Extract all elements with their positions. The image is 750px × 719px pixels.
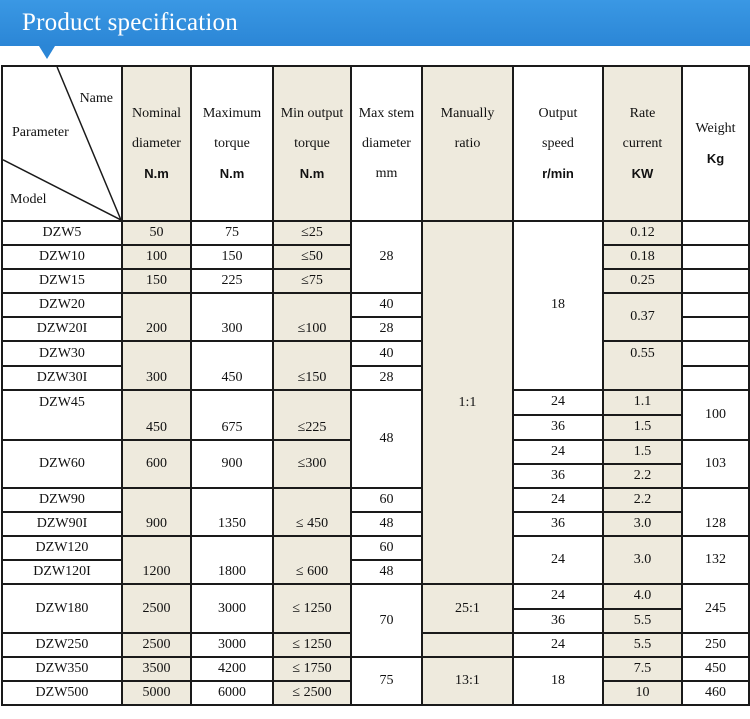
- header-output-speed: Output speed r/min: [513, 66, 603, 221]
- max-torque-cell: 150: [191, 245, 273, 269]
- nominal-cell: 600: [122, 440, 191, 488]
- table-row: [2, 584, 749, 608]
- title-banner: [0, 0, 750, 46]
- corner-name-label: Name: [79, 91, 113, 106]
- stem-cell: 60: [351, 488, 422, 512]
- weight-cell: [682, 317, 749, 341]
- spec-table: [1, 65, 750, 706]
- speed-cell: 24: [513, 440, 603, 464]
- header-nominal-diameter: Nominal diameter N.m: [122, 66, 191, 221]
- kw-cell: 7.5: [603, 657, 682, 681]
- kw-cell: 0.37: [603, 293, 682, 341]
- kw-cell: 1.5: [603, 440, 682, 464]
- header-rate-current: Rate current KW: [603, 66, 682, 221]
- header-manually-ratio: Manually ratio: [422, 66, 513, 221]
- model-cell: DZW500: [2, 681, 122, 705]
- kw-cell: 2.2: [603, 488, 682, 512]
- stem-cell: 70: [351, 584, 422, 656]
- table-row: [2, 657, 749, 681]
- min-torque-cell: ≤ 1250: [273, 633, 351, 657]
- max-torque-cell: 1350: [191, 488, 273, 536]
- ratio-cell: 25:1: [422, 584, 513, 632]
- model-cell: DZW90I: [2, 512, 122, 536]
- ratio-cell: [422, 633, 513, 657]
- kw-cell: 5.5: [603, 609, 682, 633]
- max-torque-cell: 3000: [191, 633, 273, 657]
- max-torque-cell: 4200: [191, 657, 273, 681]
- model-cell: DZW250: [2, 633, 122, 657]
- corner-model-label: Model: [10, 192, 47, 207]
- min-torque-cell: ≤ 450: [273, 488, 351, 536]
- weight-cell: [682, 269, 749, 293]
- stem-cell: 60: [351, 536, 422, 560]
- min-torque-cell: ≤ 1750: [273, 657, 351, 681]
- stem-cell: 28: [351, 317, 422, 341]
- nominal-cell: 450: [122, 390, 191, 440]
- kw-cell: 0.25: [603, 269, 682, 293]
- table-row: [2, 341, 749, 365]
- min-torque-cell: ≤225: [273, 390, 351, 440]
- min-torque-cell: ≤25: [273, 221, 351, 245]
- kw-cell: 1.5: [603, 415, 682, 440]
- min-torque-cell: ≤75: [273, 269, 351, 293]
- nominal-cell: 200: [122, 293, 191, 341]
- table-row: [2, 390, 749, 415]
- weight-cell: 450: [682, 657, 749, 681]
- weight-cell: 103: [682, 440, 749, 488]
- model-cell: DZW180: [2, 584, 122, 632]
- table-row: [2, 512, 749, 536]
- table-row: [2, 488, 749, 512]
- stem-cell: 48: [351, 560, 422, 584]
- weight-cell: [682, 341, 749, 365]
- model-cell: DZW350: [2, 657, 122, 681]
- banner-pointer-icon: [39, 46, 55, 59]
- kw-cell: 3.0: [603, 512, 682, 536]
- stem-cell: 28: [351, 221, 422, 293]
- nominal-cell: 900: [122, 488, 191, 536]
- corner-header: [2, 66, 122, 221]
- nominal-cell: 100: [122, 245, 191, 269]
- nominal-cell: 50: [122, 221, 191, 245]
- weight-cell: [682, 293, 749, 317]
- header-min-output-torque: Min output torque N.m: [273, 66, 351, 221]
- stem-cell: 48: [351, 390, 422, 488]
- model-cell: DZW20: [2, 293, 122, 317]
- corner-parameter-label: Parameter: [12, 125, 69, 140]
- speed-cell: 18: [513, 221, 603, 390]
- model-cell: DZW45: [2, 390, 122, 440]
- model-cell: DZW10: [2, 245, 122, 269]
- model-cell: DZW15: [2, 269, 122, 293]
- max-torque-cell: 225: [191, 269, 273, 293]
- speed-cell: 24: [513, 633, 603, 657]
- max-torque-cell: 900: [191, 440, 273, 488]
- model-cell: DZW30: [2, 341, 122, 365]
- nominal-cell: 150: [122, 269, 191, 293]
- speed-cell: 24: [513, 584, 603, 608]
- model-cell: DZW30I: [2, 366, 122, 390]
- nominal-cell: 5000: [122, 681, 191, 705]
- model-cell: DZW20I: [2, 317, 122, 341]
- banner-title: Product specification: [22, 9, 238, 36]
- model-cell: DZW120: [2, 536, 122, 560]
- weight-cell: 100: [682, 390, 749, 440]
- model-cell: DZW90: [2, 488, 122, 512]
- min-torque-cell: ≤ 1250: [273, 584, 351, 632]
- kw-cell: 2.2: [603, 464, 682, 488]
- kw-cell: 3.0: [603, 536, 682, 584]
- max-torque-cell: 75: [191, 221, 273, 245]
- kw-cell: 0.12: [603, 221, 682, 245]
- speed-cell: 24: [513, 390, 603, 415]
- kw-cell: 4.0: [603, 584, 682, 608]
- nominal-cell: 2500: [122, 633, 191, 657]
- speed-cell: 36: [513, 512, 603, 536]
- max-torque-cell: 300: [191, 293, 273, 341]
- model-cell: DZW60: [2, 440, 122, 488]
- weight-cell: 128: [682, 488, 749, 536]
- speed-cell: 24: [513, 488, 603, 512]
- speed-cell: 18: [513, 657, 603, 705]
- max-torque-cell: 1800: [191, 536, 273, 584]
- header-max-stem-diameter: Max stem diameter mm: [351, 66, 422, 221]
- max-torque-cell: 3000: [191, 584, 273, 632]
- max-torque-cell: 675: [191, 390, 273, 440]
- min-torque-cell: ≤50: [273, 245, 351, 269]
- kw-cell: 0.55: [603, 341, 682, 389]
- header-maximum-torque: Maximum torque N.m: [191, 66, 273, 221]
- weight-cell: 245: [682, 584, 749, 632]
- stem-cell: 75: [351, 657, 422, 705]
- speed-cell: 36: [513, 464, 603, 488]
- weight-cell: [682, 221, 749, 245]
- min-torque-cell: ≤150: [273, 341, 351, 389]
- min-torque-cell: ≤ 2500: [273, 681, 351, 705]
- kw-cell: 0.18: [603, 245, 682, 269]
- table-row: [2, 536, 749, 560]
- model-cell: DZW5: [2, 221, 122, 245]
- min-torque-cell: ≤ 600: [273, 536, 351, 584]
- weight-cell: 460: [682, 681, 749, 705]
- stem-cell: 48: [351, 512, 422, 536]
- stem-cell: 40: [351, 293, 422, 317]
- speed-cell: 36: [513, 609, 603, 633]
- table-row: [2, 221, 749, 245]
- weight-cell: 132: [682, 536, 749, 584]
- kw-cell: 5.5: [603, 633, 682, 657]
- nominal-cell: 300: [122, 341, 191, 389]
- header-weight: Weight Kg: [682, 66, 749, 221]
- kw-cell: 10: [603, 681, 682, 705]
- header-row: [2, 66, 749, 221]
- ratio-cell: 1:1: [422, 221, 513, 584]
- min-torque-cell: ≤100: [273, 293, 351, 341]
- stem-cell: 28: [351, 366, 422, 390]
- max-torque-cell: 6000: [191, 681, 273, 705]
- speed-cell: 36: [513, 415, 603, 440]
- nominal-cell: 3500: [122, 657, 191, 681]
- weight-cell: [682, 245, 749, 269]
- weight-cell: [682, 366, 749, 390]
- model-cell: DZW120I: [2, 560, 122, 584]
- nominal-cell: 2500: [122, 584, 191, 632]
- ratio-cell: 13:1: [422, 657, 513, 705]
- weight-cell: 250: [682, 633, 749, 657]
- nominal-cell: 1200: [122, 536, 191, 584]
- min-torque-cell: ≤300: [273, 440, 351, 488]
- max-torque-cell: 450: [191, 341, 273, 389]
- speed-cell: 24: [513, 536, 603, 584]
- stem-cell: 40: [351, 341, 422, 365]
- table-row: [2, 293, 749, 317]
- kw-cell: 1.1: [603, 390, 682, 415]
